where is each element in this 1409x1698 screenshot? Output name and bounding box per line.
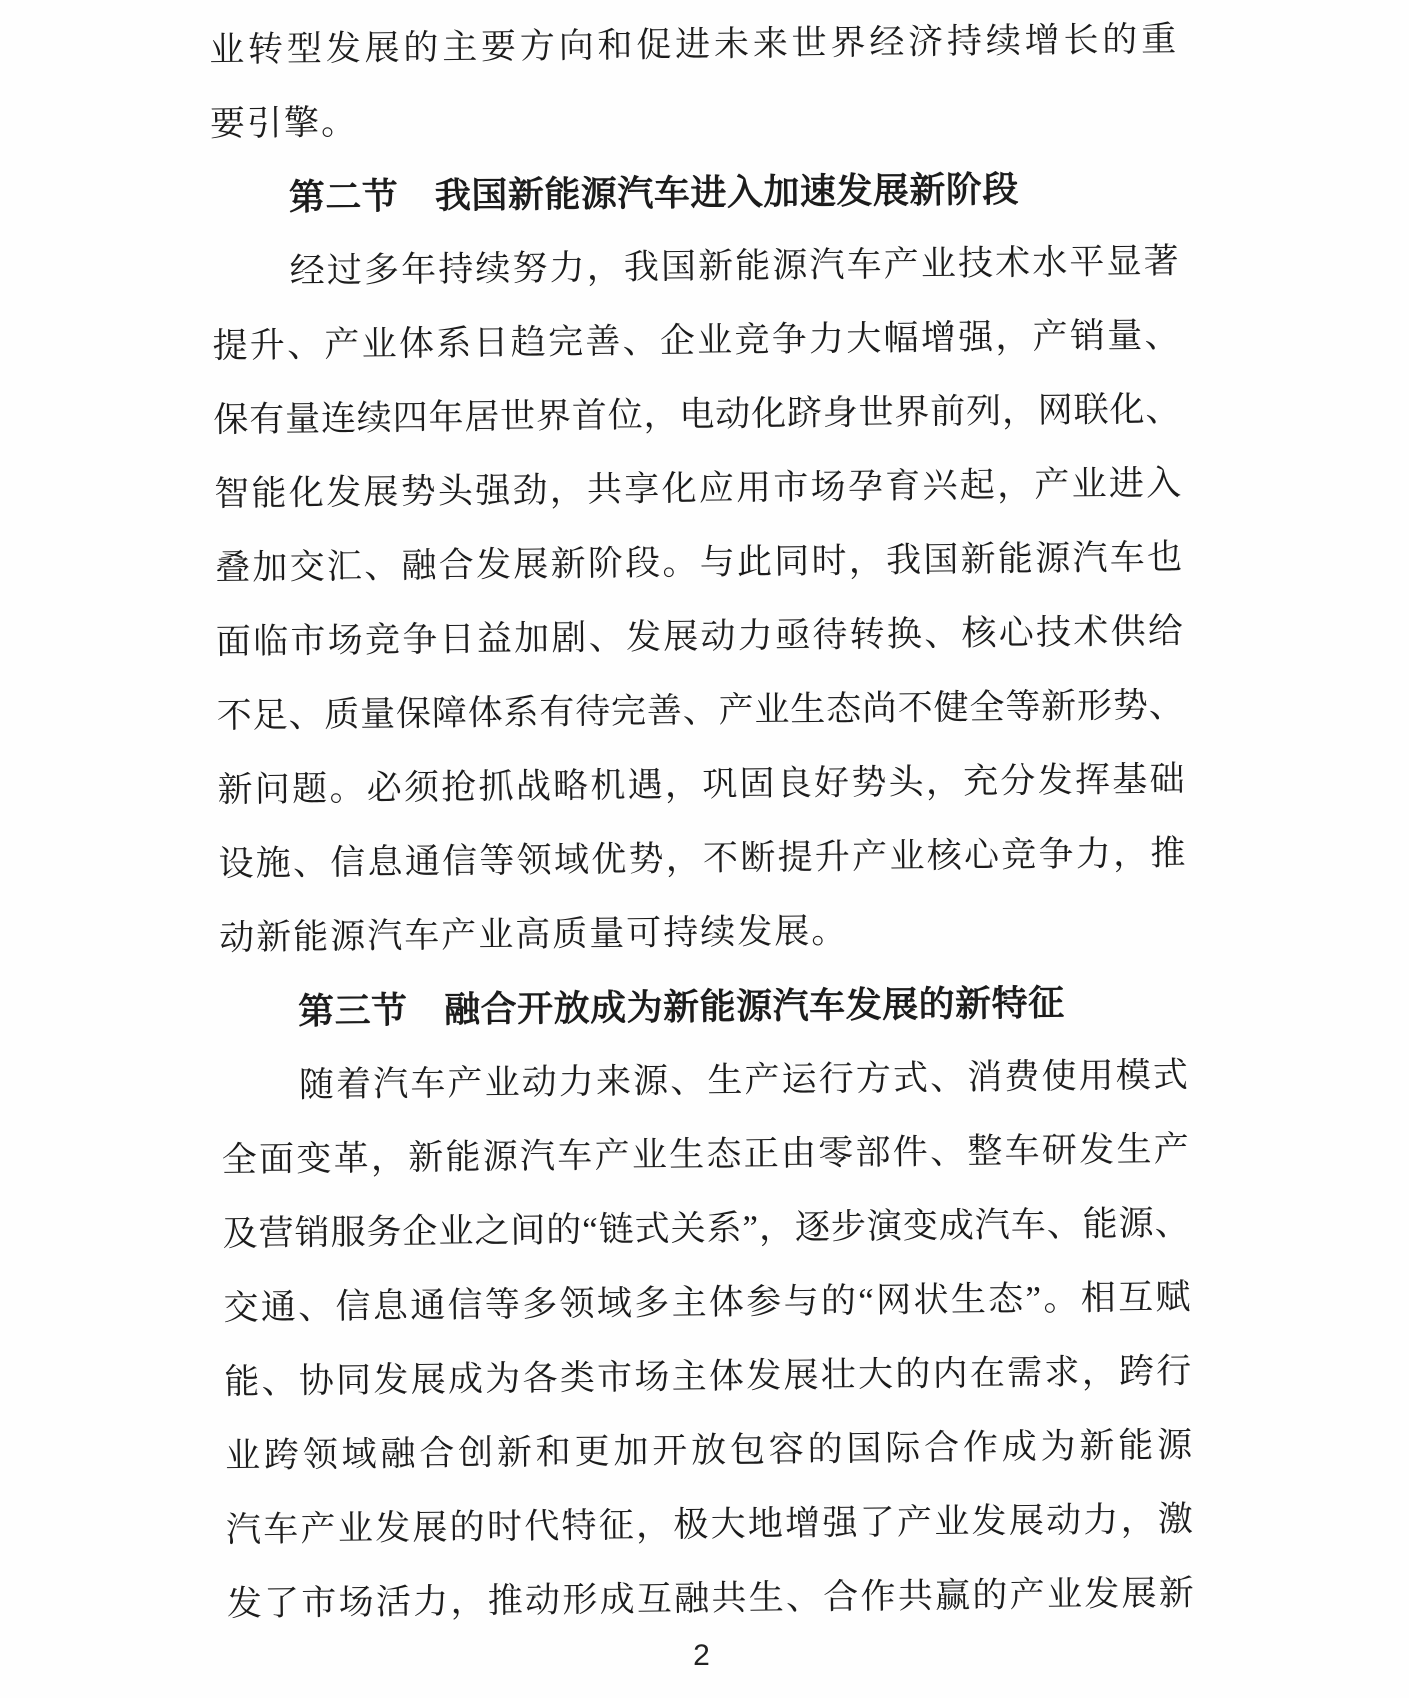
text-line-1: 业转型发展的主要方向和促进未来世界经济持续增长的重 [208, 19, 1177, 70]
text-line-9: 面临市场竞争日益加剧、发展动力亟待转换、核心技术供给 [215, 611, 1184, 662]
text-line-4: 经过多年持续努力，我国新能源汽车产业技术水平显著 [289, 241, 1179, 291]
text-line-16: 全面变革，新能源汽车产业生态正由零部件、整车研发生产 [221, 1129, 1189, 1180]
text-line-19: 能、协同发展成为各类市场主体发展壮大的内在需求，跨行 [224, 1351, 1192, 1402]
text-line-11: 新问题。必须抢抓战略机遇，巩固良好势头，充分发挥基础 [217, 759, 1185, 810]
text-line-21: 汽车产业发展的时代特征，极大地增强了产业发展动力，激 [225, 1499, 1194, 1550]
text-line-18: 交通、信息通信等多领域多主体参与的“网状生态”。相互赋 [223, 1277, 1191, 1328]
section-heading-3: 第三节 融合开放成为新能源汽车发展的新特征 [297, 982, 1065, 1032]
text-line-2: 要引擎。 [209, 102, 359, 144]
text-line-12: 设施、信息通信等领域优势，不断提升产业核心竞争力，推 [218, 833, 1186, 884]
text-line-13: 动新能源汽车产业高质量可持续发展。 [219, 911, 849, 958]
text-line-20: 业跨领域融合创新和更加开放包容的国际合作成为新能源 [224, 1425, 1193, 1476]
document-text [209, 3, 1194, 1642]
text-line-10: 不足、质量保障体系有待完善、产业生态尚不健全等新形势、 [216, 685, 1184, 736]
text-line-7: 智能化发展势头强劲，共享化应用市场孕育兴起，产业进入 [214, 463, 1182, 514]
section-heading-2: 第二节 我国新能源汽车进入加速发展新阶段 [288, 169, 1020, 218]
text-line-6: 保有量连续四年居世界首位，电动化跻身世界前列，网联化、 [213, 389, 1181, 440]
text-line-5: 提升、产业体系日趋完善、企业竞争力大幅增强，产销量、 [212, 315, 1180, 366]
text-line-15: 随着汽车产业动力来源、生产运行方式、消费使用模式 [298, 1055, 1189, 1105]
text-line-22: 发了市场活力，推动形成互融共生、合作共赢的产业发展新 [226, 1573, 1194, 1624]
text-line-8: 叠加交汇、融合发展新阶段。与此同时，我国新能源汽车也 [214, 537, 1183, 588]
text-line-17: 及营销服务企业之间的“链式关系”，逐步演变成汽车、能源、 [222, 1203, 1190, 1254]
page-number: 2 [693, 1639, 710, 1672]
